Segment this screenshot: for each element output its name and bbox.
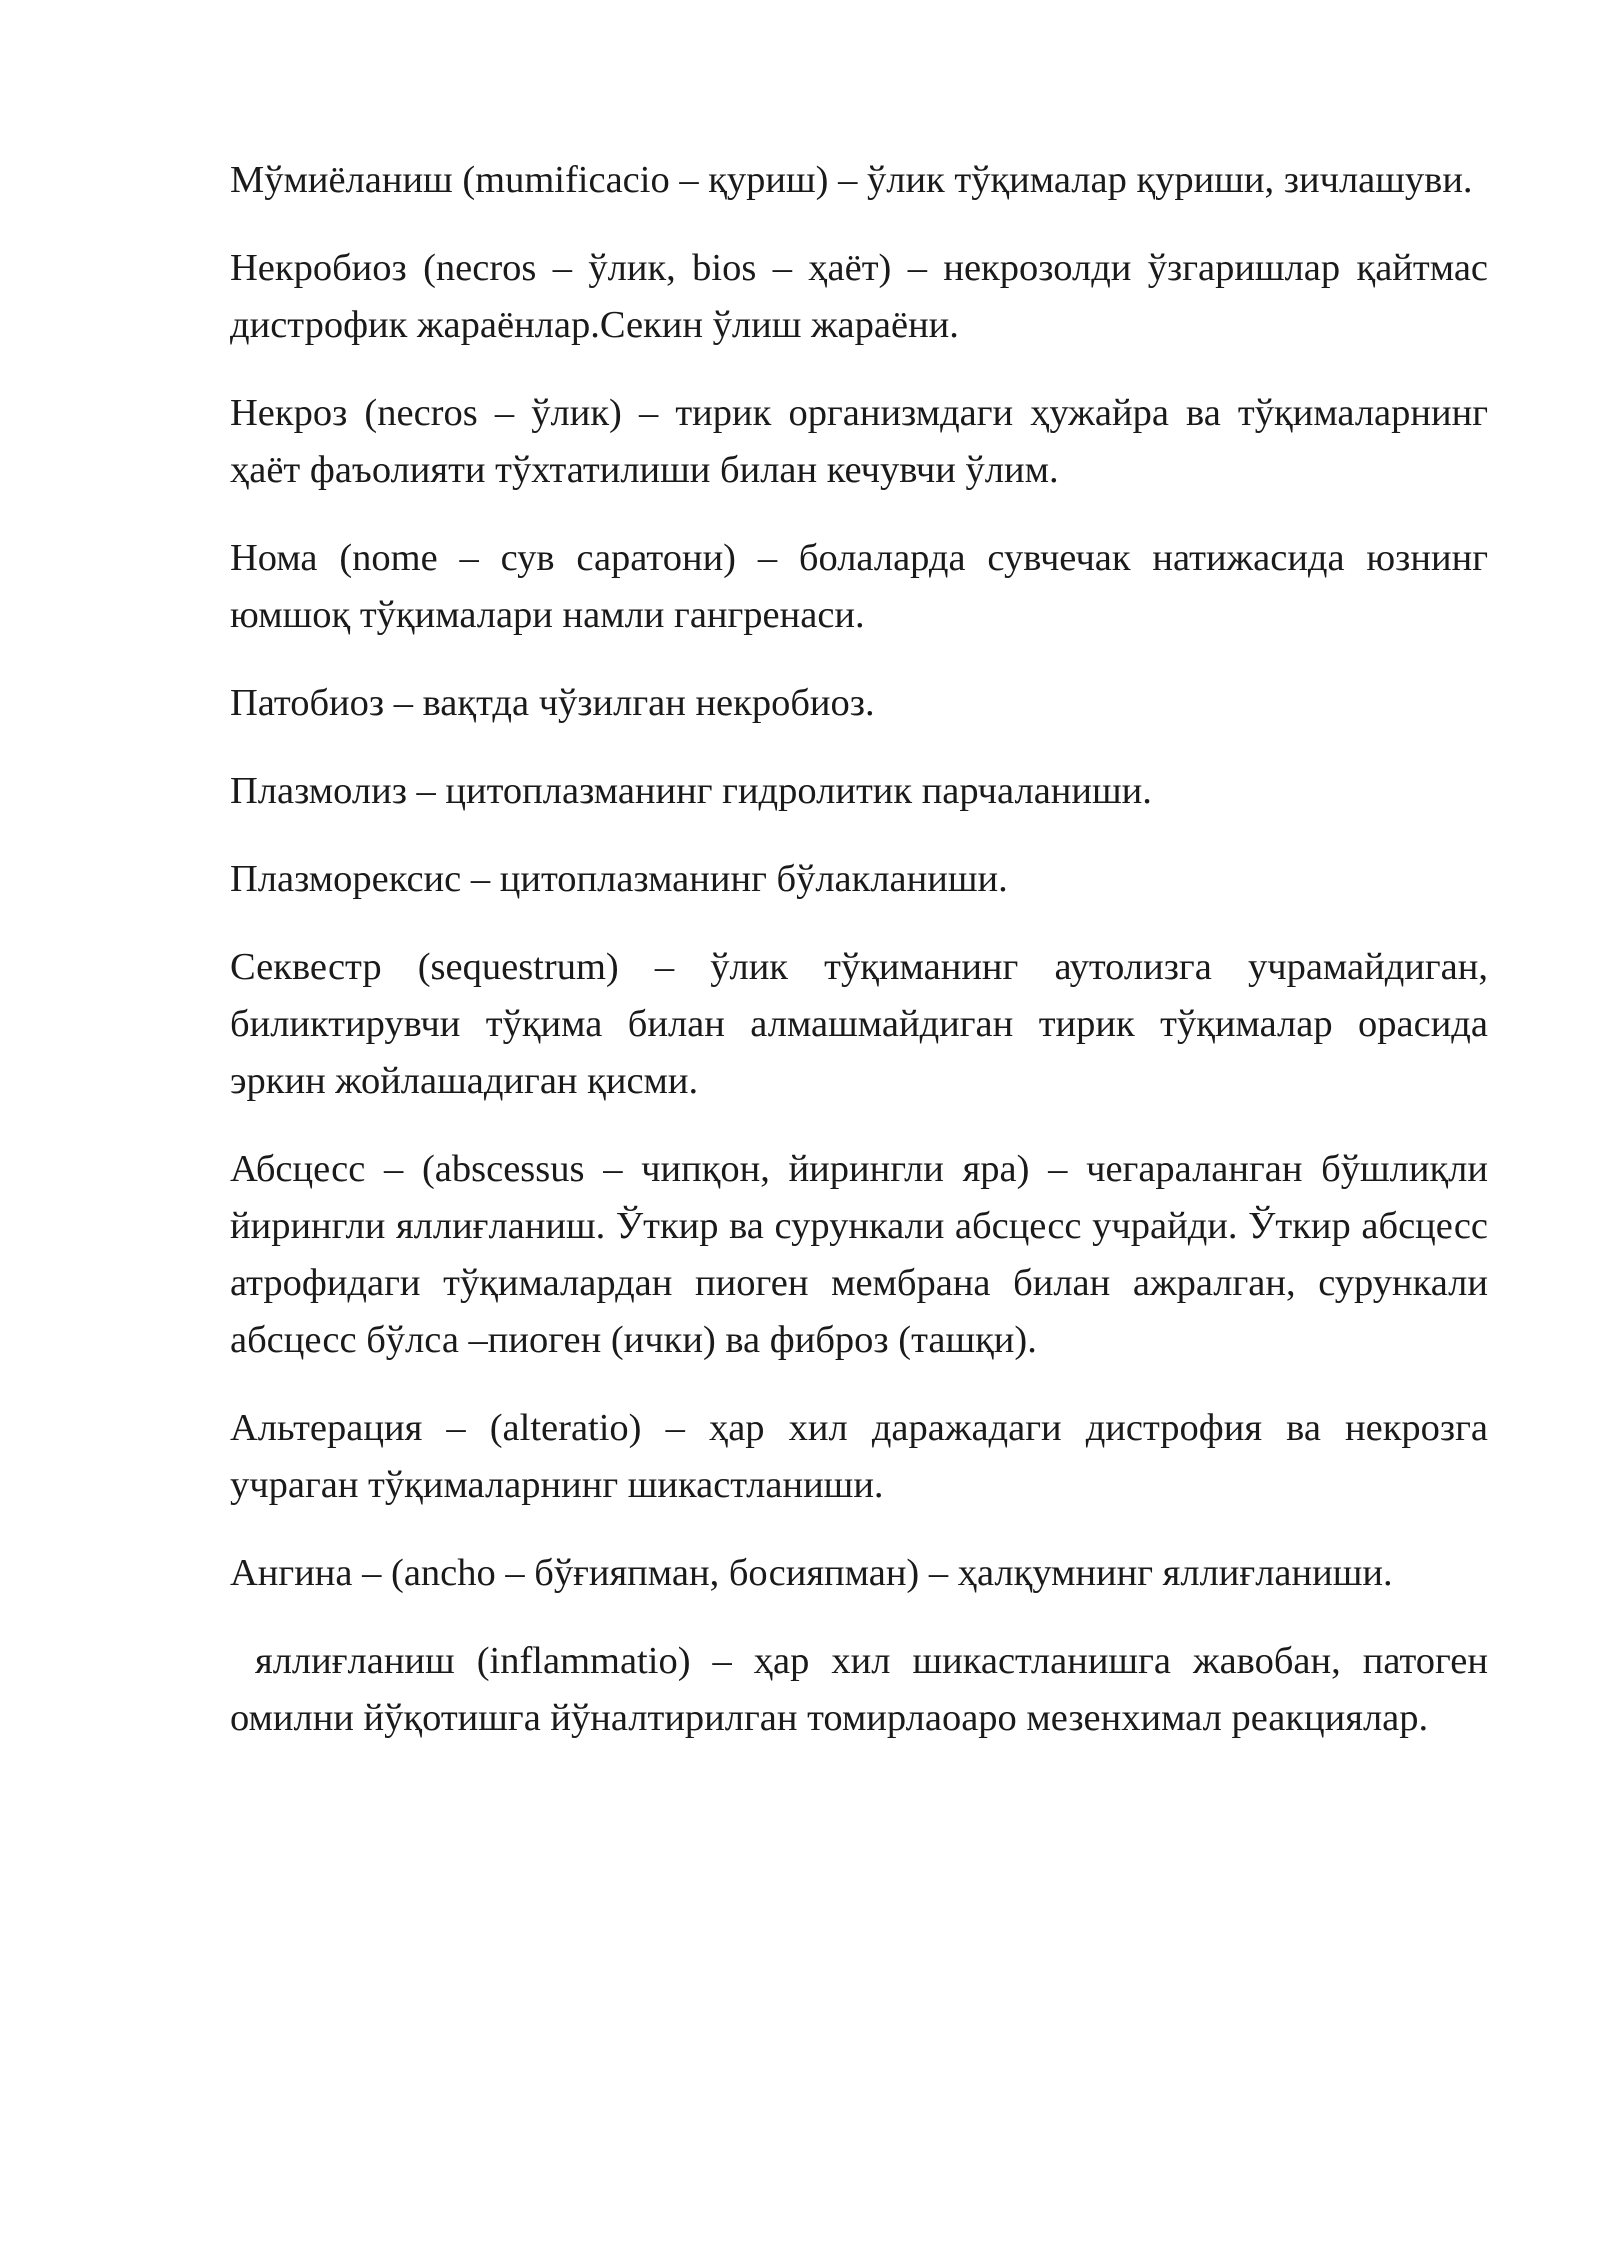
glossary-entry-sequestrum: Секвестр (sequestrum) – ўлик тўқиманинг аутолизга учрамайдиган, биликтирувчи тўқима билан алмашмайдиган тирик тўқималар орасида эркин жойлашадиган қисми. — [230, 946, 1488, 1102]
glossary-entry-necrobiosis: Некробиоз (necros – ўлик, bios – ҳаёт) – некрозолди ўзгаришлар қайтмас дистрофик жараёнлар.Секин ўлиш жараёни. — [230, 247, 1488, 346]
glossary-entry-plasmorrhexis: Плазморексис – цитоплазманинг бўлакланиши. — [230, 858, 1008, 900]
glossary-entry-mummification: Мўмиёланиш (mumificacio – қуриш) – ўлик тўқималар қуриши, зичлашуви. — [230, 159, 1473, 201]
glossary-entry-alteration: Альтерация – (alteratio) – ҳар хил даражадаги дистрофия ва некрозга учраган тўқималарнинг шикастланиши. — [230, 1407, 1488, 1506]
glossary-entry-angina: Ангина – (ancho – бўғияпман, босияпман) – ҳалқумнинг яллиғланиши. — [230, 1552, 1393, 1594]
document-body — [230, 152, 1488, 1778]
glossary-entry-plasmolysis: Плазмолиз – цитоплазманинг гидролитик парчаланиши. — [230, 770, 1152, 812]
glossary-entry-noma: Нома (nome – сув саратони) – болаларда сувчечак натижасида юзнинг юмшоқ тўқималари намли гангренаси. — [230, 537, 1488, 636]
glossary-entry-abscess: Абсцесс – (abscessus – чипқон, йирингли яра) – чегараланган бўшлиқли йирингли яллиғланиш. Ўткир ва сурункали абсцесс учрайди. Ўткир абсцесс атрофидаги тўқималардан пиоген мембрана билан ажралган, сурункали абсцесс бўлса –пиоген (ички) ва фиброз (ташқи). — [230, 1148, 1488, 1361]
glossary-entry-pathobiosis: Патобиоз – вақтда чўзилган некробиоз. — [230, 682, 875, 724]
glossary-entry-necrosis: Некроз (necros – ўлик) – тирик организмдаги ҳужайра ва тўқималарнинг ҳаёт фаъолияти тўхтатилиши билан кечувчи ўлим. — [230, 392, 1488, 491]
glossary-entry-inflammation: яллиғланиш (inflammatio) – ҳар хил шикастланишга жавобан, патоген омилни йўқотишга йўналтирилган томирлаоаро мезенхимал реакциялар. — [230, 1640, 1488, 1739]
